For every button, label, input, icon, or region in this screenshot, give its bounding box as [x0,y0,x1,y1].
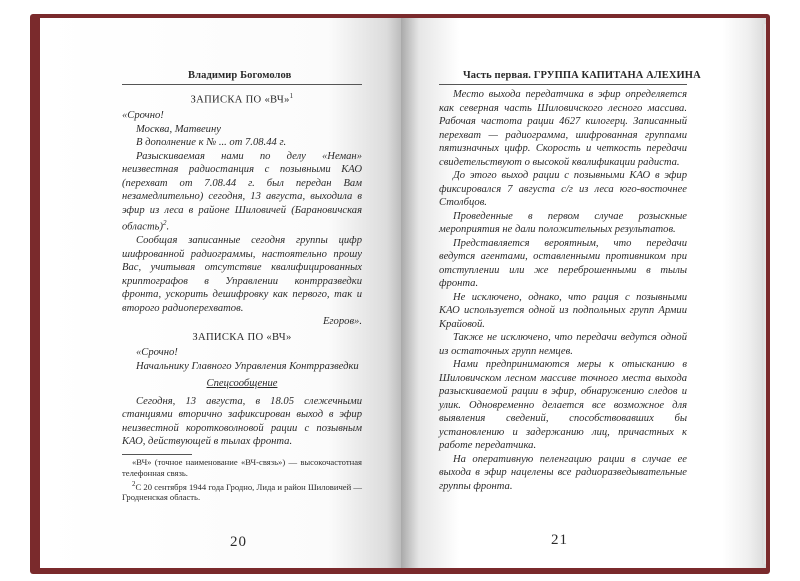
paragraph: Начальнику Главного Управления Контрразведки [136,360,359,372]
running-head-part: Часть первая. ГРУППА КАПИТАНА АЛЕХИНА [463,70,701,81]
footnote: $^2$С 20 сентября 1944 года Гродно, Лида и район Шиловичей — Гродненская область. [122,479,362,503]
paragraph: Также не исключено, что передачи ведутся одной из остаточных групп немцев. [439,332,687,357]
paragraph: До этого выход рации с позывными КАО в эфир фиксировался 7 августа с/г из леса юго-восточнее Столбцов. [439,170,687,208]
paragraph: «Срочно! [122,110,164,122]
paragraph: На оперативную пеленгацию рации в случае ее выхода в эфир нацелены все радиоразведывательные группы фронта. [439,453,687,492]
footnote-mark: 2 [162,219,167,228]
page-number: 21 [551,532,568,548]
left-page [40,18,401,568]
running-head-author: Владимир Богомолов [188,70,292,81]
open-book [30,14,774,574]
page-edge [762,24,766,564]
footnote-rule [122,454,192,455]
paragraph: Москва, Матвеину [136,123,221,135]
page-number: 20 [230,534,247,550]
memo-heading-1: ЗАПИСКА ПО «ВЧ»$^1$ [190,92,294,106]
left-page-text [122,88,362,503]
right-page-text [439,88,687,493]
signature: Егоров». [322,316,362,328]
paragraph: Представляется вероятным, что передачи ведутся агентами, оставленными противником при отступлении или же переброшенными в тылы фронта. [439,237,687,289]
paragraph: Разыскиваемая нами по делу «Неман» неизвестная радиостанция с позывными КАО (перехват от 7.08.44 г. был передан Вам незамедлительно) сегодня, 13 августа, выходила в эфир из леса в районе Шиловичей (Барановичская область)$^2$. [122,150,362,233]
footnote: «ВЧ» (точное наименование «ВЧ-связь») — высокочастотная телефонная связь. [122,456,362,478]
header-rule [439,84,687,85]
footnote-mark: 1 [289,92,294,100]
paragraph: Сегодня, 13 августа, в 18.05 слежечными станциями вторично зафиксирован выход в эфир неизвестной коротковолновой рации с позывным КАО, действующей в тылах фронта. [122,395,362,448]
special-report-title: Спецсообщение [206,378,278,390]
header-rule [122,84,362,85]
paragraph: Место выхода передатчика в эфир определяется как северная часть Шиловичского лесного массива. Рабочая частота рации 4627 килогерц. Записанный перехват — радиограмма, шифрованная группами пятизначных цифр. Скорость и четкость передачи свидетельствуют о высокой квалификации радиста. [439,89,687,168]
right-page [401,18,766,568]
footnote-mark: 2 [132,479,136,488]
paragraph: Не исключено, однако, что рация с позывными КАО используется одной из подпольных групп Армии Крайовой. [439,291,687,330]
memo-heading-2: ЗАПИСКА ПО «ВЧ» [192,331,292,343]
paragraph: «Срочно! [136,347,178,359]
paragraph: В дополнение к № ... от 7.08.44 г. [136,137,287,149]
paragraph: Сообщая записанные сегодня группы цифр шифрованной радиограммы, настоятельно прошу Вас, учитывая отсутствие квалифицированных криптографов в Управлении контрразведки фронта, ускорить дешифровку как первого, так и второго радиоперехватов. [122,235,362,314]
paragraph: Нами предпринимаются меры к отысканию в Шиловичском лесном массиве точного места выхода разыскиваемой рации в эфир, обнаружению следов и улик. Одновременно делается все возможное для выявления сведений, способствовавших бы установлению и задержанию лиц, причастных к работе передатчика. [439,359,687,451]
paragraph: Проведенные в первом случае розыскные мероприятия не дали положительных результатов. [439,210,687,235]
page-spread [40,18,766,568]
